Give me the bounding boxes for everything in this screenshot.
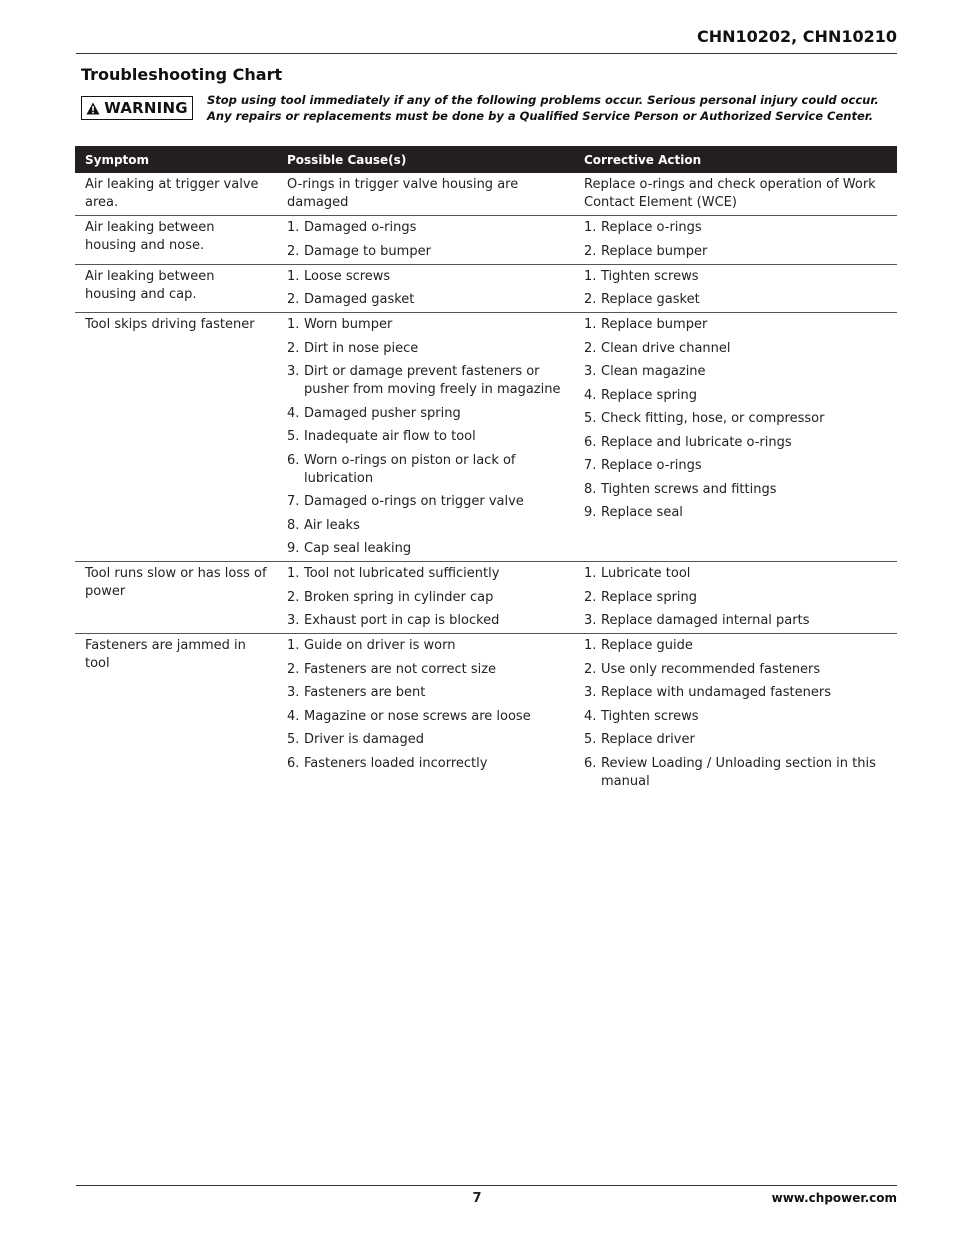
action-item bbox=[584, 589, 887, 607]
cause-item-text: Fasteners are bent bbox=[304, 685, 426, 700]
action-item bbox=[584, 410, 887, 428]
action-item-number: 1. bbox=[584, 317, 597, 332]
action-item-text: Review Loading / Unloading section in this manual bbox=[601, 755, 876, 789]
cause-item bbox=[287, 428, 564, 446]
action-item-number: 5. bbox=[584, 732, 597, 747]
action-item-number: 7. bbox=[584, 458, 597, 473]
cause-cell bbox=[277, 634, 574, 794]
cause-item-text: Worn bumper bbox=[304, 317, 393, 332]
action-item bbox=[584, 481, 887, 499]
cause-item-text: Damaged o-rings on trigger valve bbox=[304, 494, 524, 509]
cause-cell bbox=[277, 264, 574, 313]
cause-item bbox=[287, 612, 564, 630]
symptom-cell: Tool skips driving fastener bbox=[75, 313, 277, 562]
cause-item-text: Dirt in nose piece bbox=[304, 340, 419, 356]
cause-item-number: 1. bbox=[287, 638, 300, 653]
action-item-text: Tighten screws bbox=[601, 708, 699, 724]
action-item-text: Replace guide bbox=[601, 638, 693, 653]
action-item-text: Tighten screws bbox=[601, 268, 699, 284]
action-item-text: Replace spring bbox=[601, 589, 698, 605]
symptom-cell: Air leaking at trigger valve area. bbox=[75, 173, 277, 216]
action-item-text: Clean drive channel bbox=[601, 340, 731, 356]
action-item bbox=[584, 176, 887, 212]
cause-item bbox=[287, 316, 564, 334]
cause-item-text: Damage to bumper bbox=[304, 243, 431, 259]
cause-item-text: Fasteners are not correct size bbox=[304, 661, 497, 677]
cause-item-number: 1. bbox=[287, 566, 300, 581]
table-header-row bbox=[75, 146, 897, 173]
cause-cell bbox=[277, 562, 574, 634]
cause-item bbox=[287, 363, 564, 399]
action-item-text: Replace with undamaged fasteners bbox=[601, 685, 831, 700]
cause-item-number: 6. bbox=[287, 755, 300, 771]
action-item bbox=[584, 612, 887, 630]
action-item bbox=[584, 457, 887, 475]
cause-item bbox=[287, 219, 564, 237]
action-item bbox=[584, 731, 887, 749]
cause-item-text: Damaged pusher spring bbox=[304, 405, 461, 421]
cause-item bbox=[287, 452, 564, 488]
cause-item-text: Driver is damaged bbox=[304, 732, 425, 747]
cause-item-text: Dirt or damage prevent fasteners or pusher from moving freely in magazine bbox=[304, 364, 561, 397]
column-header-causes: Possible Cause(s) bbox=[277, 146, 574, 173]
cause-item-text: Broken spring in cylinder cap bbox=[304, 589, 494, 605]
cause-item-number: 1. bbox=[287, 268, 300, 284]
cause-item-text: Tool not lubricated sufficiently bbox=[304, 566, 500, 581]
action-item-number: 3. bbox=[584, 613, 597, 628]
troubleshooting-table bbox=[75, 146, 897, 794]
warning-text: Stop using tool immediately if any of the following problems occur. Serious personal injury could occur. Any repairs or replacements must be done by a Qualified Service Person or Authorized Service Center. bbox=[207, 93, 879, 123]
cause-item bbox=[287, 589, 564, 607]
action-item bbox=[584, 755, 887, 791]
cause-item-number: 2. bbox=[287, 292, 300, 307]
action-item-number: 1. bbox=[584, 268, 597, 284]
cause-item-number: 7. bbox=[287, 494, 300, 509]
cause-item-number: 2. bbox=[287, 661, 300, 677]
action-item bbox=[584, 363, 887, 381]
cause-item bbox=[287, 340, 564, 358]
action-item-text: Replace and lubricate o-rings bbox=[601, 434, 792, 450]
cause-item-text: Damaged gasket bbox=[304, 292, 415, 307]
action-item-number: 4. bbox=[584, 708, 597, 724]
action-item-number: 2. bbox=[584, 661, 597, 677]
cause-item-number: 8. bbox=[287, 517, 300, 533]
section-title: Troubleshooting Chart bbox=[81, 65, 283, 84]
action-item-number: 1. bbox=[584, 220, 597, 235]
page-number: 7 bbox=[472, 1191, 482, 1206]
action-item bbox=[584, 268, 887, 286]
action-item-text: Replace o-rings bbox=[601, 220, 702, 235]
action-item-text: Clean magazine bbox=[601, 364, 706, 379]
cause-item-number: 1. bbox=[287, 220, 300, 235]
cause-item bbox=[287, 661, 564, 679]
action-item-text: Replace damaged internal parts bbox=[601, 613, 810, 628]
action-cell bbox=[574, 264, 897, 313]
action-item bbox=[584, 219, 887, 237]
action-item-number: 1. bbox=[584, 566, 597, 581]
cause-item-number: 2. bbox=[287, 340, 300, 356]
cause-item-text: Cap seal leaking bbox=[304, 541, 412, 556]
warning-badge bbox=[81, 96, 193, 120]
action-item bbox=[584, 316, 887, 334]
cause-item-number: 9. bbox=[287, 541, 300, 556]
cause-item bbox=[287, 731, 564, 749]
action-item-number: 4. bbox=[584, 387, 597, 403]
cause-item-text: Inadequate air flow to tool bbox=[304, 429, 476, 444]
action-item-number: 3. bbox=[584, 685, 597, 700]
action-item bbox=[584, 387, 887, 405]
table-row bbox=[75, 264, 897, 313]
cause-item-text: Guide on driver is worn bbox=[304, 638, 456, 653]
cause-item-number: 2. bbox=[287, 243, 300, 259]
action-cell bbox=[574, 562, 897, 634]
action-item-number: 3. bbox=[584, 364, 597, 379]
warning-label: WARNING bbox=[104, 99, 188, 117]
action-item-number: 6. bbox=[584, 755, 597, 771]
cause-item-number: 4. bbox=[287, 405, 300, 421]
action-item-number: 2. bbox=[584, 243, 597, 259]
cause-item-text: Loose screws bbox=[304, 268, 391, 284]
cause-item-number: 3. bbox=[287, 613, 300, 628]
cause-item-text: Magazine or nose screws are loose bbox=[304, 708, 531, 724]
action-item bbox=[584, 708, 887, 726]
cause-cell bbox=[277, 173, 574, 216]
action-item-text: Lubricate tool bbox=[601, 566, 691, 581]
action-item-number: 1. bbox=[584, 638, 597, 653]
cause-item bbox=[287, 405, 564, 423]
cause-item-number: 3. bbox=[287, 685, 300, 700]
cause-item-text: Fasteners loaded incorrectly bbox=[304, 755, 488, 771]
action-item-number: 8. bbox=[584, 481, 597, 497]
action-item bbox=[584, 684, 887, 702]
action-item-number: 5. bbox=[584, 411, 597, 426]
action-item-number: 6. bbox=[584, 434, 597, 450]
action-item-text: Replace seal bbox=[601, 505, 683, 520]
action-item-number: 2. bbox=[584, 340, 597, 356]
action-cell bbox=[574, 634, 897, 794]
header-divider bbox=[76, 53, 897, 54]
cause-item bbox=[287, 243, 564, 261]
symptom-cell: Air leaking between housing and nose. bbox=[75, 216, 277, 265]
warning-triangle-icon bbox=[86, 102, 100, 115]
website-url: www.chpower.com bbox=[771, 1191, 897, 1205]
cause-item-number: 5. bbox=[287, 429, 300, 444]
column-header-actions: Corrective Action bbox=[574, 146, 897, 173]
table-row bbox=[75, 634, 897, 794]
cause-item-number: 2. bbox=[287, 589, 300, 605]
cause-item-text: Worn o-rings on piston or lack of lubrication bbox=[304, 452, 516, 486]
cause-item bbox=[287, 268, 564, 286]
cause-item bbox=[287, 291, 564, 309]
cause-item bbox=[287, 637, 564, 655]
action-item-number: 2. bbox=[584, 589, 597, 605]
action-item bbox=[584, 434, 887, 452]
action-item bbox=[584, 291, 887, 309]
action-item-text: Replace gasket bbox=[601, 292, 700, 307]
symptom-cell: Air leaking between housing and cap. bbox=[75, 264, 277, 313]
action-item-text: Replace o-rings and check operation of Work Contact Element (WCE) bbox=[584, 177, 876, 210]
action-cell bbox=[574, 173, 897, 216]
action-item bbox=[584, 243, 887, 261]
cause-cell bbox=[277, 313, 574, 562]
symptom-cell: Tool runs slow or has loss of power bbox=[75, 562, 277, 634]
cause-item-number: 4. bbox=[287, 708, 300, 724]
action-item-text: Replace bumper bbox=[601, 317, 708, 332]
action-item bbox=[584, 661, 887, 679]
table-row bbox=[75, 216, 897, 265]
model-number: CHN10202, CHN10210 bbox=[696, 27, 897, 46]
action-item-text: Replace spring bbox=[601, 387, 698, 403]
table-body bbox=[75, 173, 897, 794]
cause-item-number: 6. bbox=[287, 452, 300, 468]
action-item bbox=[584, 565, 887, 583]
action-item-text: Tighten screws and fittings bbox=[601, 481, 777, 497]
action-item-number: 2. bbox=[584, 292, 597, 307]
action-item-text: Replace o-rings bbox=[601, 458, 702, 473]
cause-item-text: O-rings in trigger valve housing are damaged bbox=[287, 177, 519, 210]
cause-item bbox=[287, 540, 564, 558]
table-row bbox=[75, 173, 897, 216]
action-item-text: Replace bumper bbox=[601, 243, 708, 259]
cause-item-text: Damaged o-rings bbox=[304, 220, 417, 235]
cause-item bbox=[287, 517, 564, 535]
table-row bbox=[75, 313, 897, 562]
symptom-cell: Fasteners are jammed in tool bbox=[85, 638, 246, 671]
cause-item-text: Air leaks bbox=[304, 517, 360, 533]
cause-item-number: 5. bbox=[287, 732, 300, 747]
action-item-text: Replace driver bbox=[601, 732, 695, 747]
cause-item bbox=[287, 684, 564, 702]
cause-item bbox=[287, 565, 564, 583]
action-item bbox=[584, 637, 887, 655]
cause-item-text: Exhaust port in cap is blocked bbox=[304, 613, 500, 628]
action-cell bbox=[574, 313, 897, 562]
cause-item bbox=[287, 176, 564, 212]
action-item-text: Use only recommended fasteners bbox=[601, 661, 821, 677]
table-row bbox=[75, 562, 897, 634]
column-header-symptom: Symptom bbox=[75, 146, 277, 173]
cause-item bbox=[287, 755, 564, 773]
action-item bbox=[584, 340, 887, 358]
cause-item bbox=[287, 708, 564, 726]
cause-item-number: 3. bbox=[287, 364, 300, 379]
action-item bbox=[584, 504, 887, 522]
action-item-number: 9. bbox=[584, 505, 597, 520]
cause-item bbox=[287, 493, 564, 511]
footer-divider bbox=[76, 1185, 897, 1186]
cause-cell bbox=[277, 216, 574, 265]
cause-item-number: 1. bbox=[287, 317, 300, 332]
action-item-text: Check fitting, hose, or compressor bbox=[601, 411, 825, 426]
action-cell bbox=[574, 216, 897, 265]
